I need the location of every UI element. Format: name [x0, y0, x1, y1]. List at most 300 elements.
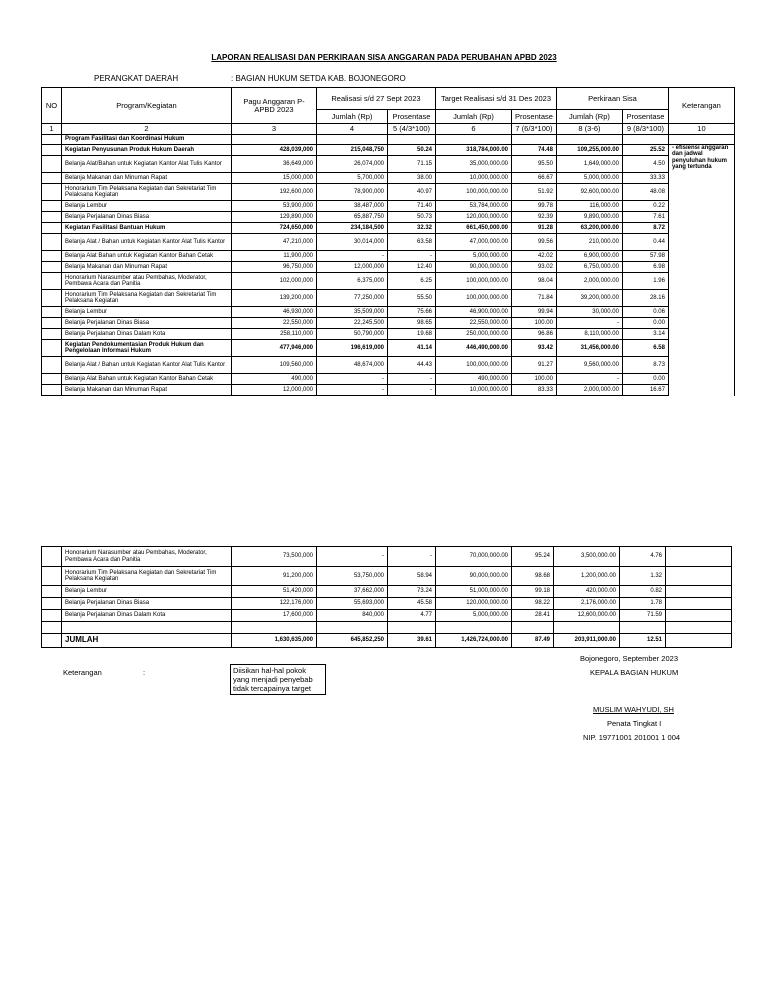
cell-target: 250,000,000.00 [436, 329, 512, 340]
cell-blank [554, 622, 620, 634]
cell-blank [232, 622, 317, 634]
cell-prosentase-realisasi: 38.00 [388, 173, 436, 184]
cell-prosentase-perkiraan: 6.58 [622, 340, 668, 357]
cell-prosentase-target: 71.84 [512, 290, 557, 307]
cell-program: Belanja Alat / Bahan untuk Kegiatan Kantor Alat Tulis Kantor [62, 357, 232, 374]
cell-perkiraan: 30,000.00 [556, 307, 622, 318]
table-row [42, 385, 735, 396]
sub-jumlah-perkiraan: Jumlah (Rp) [556, 110, 622, 124]
cell-target: 90,000,000.00 [436, 567, 512, 586]
cell-no [42, 156, 62, 173]
cell-keterangan: - efisiensi anggaran dan jadwal penyuluhan hukum yang tertunda [668, 145, 734, 396]
cell-blank [666, 622, 732, 634]
cell-prosentase-target: 99.94 [512, 307, 557, 318]
cell-no [42, 329, 62, 340]
cell-prosentase-perkiraan: 1.78 [620, 598, 666, 610]
cell-program: Honorarium Narasumber atau Pembahas, Moderator, Pembawa Acara dan Panitia [62, 273, 232, 290]
cell-target [436, 135, 512, 145]
cell-program: Program Fasilitasi dan Koordinasi Hukum [62, 135, 232, 145]
col-pagu-header: Pagu Anggaran P-APBD 2023 [232, 88, 317, 124]
cell-prosentase-realisasi: 12.40 [388, 262, 436, 273]
cell-prosentase-realisasi: 45.58 [388, 598, 436, 610]
cell-perkiraan: 3,500,000.00 [554, 547, 620, 567]
cell-no [42, 173, 62, 184]
cell-realisasi: 196,619,000 [317, 340, 388, 357]
col-keterangan-header: Keterangan [668, 88, 734, 124]
total-perkiraan: 203,911,000.00 [554, 634, 620, 648]
cell-no [42, 273, 62, 290]
cell-prosentase-perkiraan: 71.59 [620, 610, 666, 622]
cell-perkiraan: 1,649,000.00 [556, 156, 622, 173]
cell-prosentase-perkiraan: 3.14 [622, 329, 668, 340]
cell-target: 5,000,000.00 [436, 251, 512, 262]
cell-realisasi: 48,674,000 [317, 357, 388, 374]
col-number: 3 [232, 124, 317, 135]
cell-perkiraan: 12,600,000.00 [554, 610, 620, 622]
cell-realisasi [317, 135, 388, 145]
col-number: 7 (6/3*100) [512, 124, 557, 135]
cell-prosentase-realisasi: 71.40 [388, 201, 436, 212]
sub-jumlah-realisasi: Jumlah (Rp) [317, 110, 388, 124]
cell-prosentase-target: 91.27 [512, 357, 557, 374]
cell-realisasi: 30,014,000 [317, 234, 388, 251]
cell-no [42, 290, 62, 307]
cell-no [42, 135, 62, 145]
cell-realisasi: 215,048,750 [317, 145, 388, 156]
sub-prosentase-realisasi: Prosentase [388, 110, 436, 124]
perangkat-label: PERANGKAT DAERAH [94, 74, 179, 83]
cell-keterangan [666, 586, 732, 598]
cell-pagu: 139,200,000 [232, 290, 317, 307]
cell-prosentase-perkiraan: 6.98 [622, 262, 668, 273]
cell-pagu: 129,890,000 [232, 212, 317, 223]
cell-target: 120,000,000.00 [436, 598, 512, 610]
signer-name: MUSLIM WAHYUDI, SH [593, 705, 674, 714]
cell-prosentase-perkiraan: 25.52 [622, 145, 668, 156]
cell-program: Belanja Lembur [62, 586, 232, 598]
col-number: 8 (3-6) [556, 124, 622, 135]
cell-prosentase-target: 95.50 [512, 156, 557, 173]
cell-prosentase-perkiraan: 4.50 [622, 156, 668, 173]
cell-no [42, 223, 62, 234]
cell-no [42, 145, 62, 156]
cell-target: 46,900,000.00 [436, 307, 512, 318]
cell-prosentase-perkiraan: 7.61 [622, 212, 668, 223]
cell-prosentase-target: 83.33 [512, 385, 557, 396]
blank-row [42, 622, 732, 634]
cell-pagu: 91,200,000 [232, 567, 317, 586]
cell-realisasi: 840,000 [317, 610, 388, 622]
cell-program: Belanja Makanan dan Minuman Rapat [62, 385, 232, 396]
cell-perkiraan: 116,000.00 [556, 201, 622, 212]
cell-no [42, 634, 62, 648]
cell-prosentase-realisasi [388, 135, 436, 145]
cell-program: Belanja Lembur [62, 201, 232, 212]
col-number: 9 (8/3*100) [622, 124, 668, 135]
cell-program: Belanja Perjalanan Dinas Dalam Kota [62, 329, 232, 340]
cell-program: Belanja Lembur [62, 307, 232, 318]
cell-program: Belanja Perjalanan Dinas Biasa [62, 318, 232, 329]
cell-perkiraan: 6,900,000.00 [556, 251, 622, 262]
cell-prosentase-target: 99.56 [512, 234, 557, 251]
cell-realisasi: 50,790,000 [317, 329, 388, 340]
signer-nip: NIP. 19771001 201001 1 004 [583, 733, 681, 742]
total-prosentase-perkiraan: 12.51 [620, 634, 666, 648]
cell-no [42, 547, 62, 567]
cell-keterangan [666, 634, 732, 648]
table-row [42, 234, 735, 251]
cell-perkiraan: 109,255,000.00 [556, 145, 622, 156]
table-row [42, 135, 735, 145]
cell-prosentase-perkiraan: 0.82 [620, 586, 666, 598]
cell-program: Belanja Makanan dan Minuman Rapat [62, 262, 232, 273]
cell-realisasi: 234,184,500 [317, 223, 388, 234]
cell-pagu: 96,750,000 [232, 262, 317, 273]
cell-realisasi: 53,750,000 [317, 567, 388, 586]
cell-no [42, 610, 62, 622]
cell-program: Belanja Perjalanan Dinas Biasa [62, 598, 232, 610]
cell-pagu: 51,420,000 [232, 586, 317, 598]
cell-prosentase-realisasi: 55.50 [388, 290, 436, 307]
cell-blank [42, 622, 62, 634]
cell-no [42, 262, 62, 273]
cell-pagu [232, 135, 317, 145]
cell-realisasi: 22,245,500 [317, 318, 388, 329]
cell-target: 10,000,000.00 [436, 173, 512, 184]
cell-blank [62, 622, 232, 634]
cell-blank [512, 622, 554, 634]
cell-program: Belanja Makanan dan Minuman Rapat [62, 173, 232, 184]
cell-prosentase-perkiraan: 33.33 [622, 173, 668, 184]
cell-realisasi: - [317, 547, 388, 567]
col-program-header: Program/Kegiatan [62, 88, 232, 124]
cell-pagu: 47,210,000 [232, 234, 317, 251]
cell-program: Kegiatan Fasilitasi Bantuan Hukum [62, 223, 232, 234]
table-row [42, 340, 735, 357]
cell-realisasi: 5,700,000 [317, 173, 388, 184]
cell-pagu: 122,176,000 [232, 598, 317, 610]
col-number: 5 (4/3*100) [388, 124, 436, 135]
report-table-top [41, 87, 735, 396]
cell-realisasi: 55,693,000 [317, 598, 388, 610]
cell-prosentase-realisasi: 98.65 [388, 318, 436, 329]
cell-prosentase-perkiraan: 0.00 [622, 374, 668, 385]
cell-prosentase-target: 66.67 [512, 173, 557, 184]
cell-prosentase-perkiraan: 0.22 [622, 201, 668, 212]
cell-realisasi: - [317, 374, 388, 385]
total-row [42, 634, 732, 648]
cell-no [42, 357, 62, 374]
position-title: KEPALA BAGIAN HUKUM [590, 668, 679, 677]
cell-target: 100,000,000.00 [436, 273, 512, 290]
cell-pagu: 477,946,000 [232, 340, 317, 357]
total-prosentase-target: 87.49 [512, 634, 554, 648]
cell-prosentase-realisasi: 6.25 [388, 273, 436, 290]
cell-prosentase-perkiraan: 28.16 [622, 290, 668, 307]
cell-pagu: 11,900,000 [232, 251, 317, 262]
table-row [42, 318, 735, 329]
table-row [42, 357, 735, 374]
cell-pagu: 36,649,000 [232, 156, 317, 173]
cell-prosentase-target: 51.92 [512, 184, 557, 201]
cell-pagu: 192,600,000 [232, 184, 317, 201]
col-target-header: Target Realisasi s/d 31 Des 2023 [436, 88, 557, 110]
cell-target: 490,000.00 [436, 374, 512, 385]
total-label: JUMLAH [62, 634, 232, 648]
table-row [42, 329, 735, 340]
cell-pagu: 102,000,000 [232, 273, 317, 290]
cell-prosentase-target: 98.04 [512, 273, 557, 290]
table-row [42, 307, 735, 318]
table-row [42, 145, 735, 156]
keterangan-note: Diisikan hal-hal pokok yang menjadi penyebab tidak tercapainya target [230, 664, 326, 695]
cell-program: Belanja Alat Bahan untuk Kegiatan Kantor Bahan Cetak [62, 251, 232, 262]
cell-keterangan [668, 135, 734, 145]
cell-keterangan [666, 567, 732, 586]
cell-prosentase-realisasi: 73.24 [388, 586, 436, 598]
cell-prosentase-target: 100.00 [512, 318, 557, 329]
cell-perkiraan: 2,000,000.00 [556, 385, 622, 396]
cell-perkiraan: 39,200,000.00 [556, 290, 622, 307]
cell-pagu: 490,000 [232, 374, 317, 385]
table-row [42, 251, 735, 262]
cell-realisasi: 6,375,000 [317, 273, 388, 290]
table-row [42, 262, 735, 273]
cell-prosentase-perkiraan [622, 135, 668, 145]
cell-prosentase-perkiraan: 8.72 [622, 223, 668, 234]
col-number: 1 [42, 124, 62, 135]
cell-blank [436, 622, 512, 634]
table-row [42, 374, 735, 385]
cell-pagu: 15,000,000 [232, 173, 317, 184]
cell-blank [620, 622, 666, 634]
cell-prosentase-target: 42.02 [512, 251, 557, 262]
cell-prosentase-target: 93.42 [512, 340, 557, 357]
cell-no [42, 201, 62, 212]
col-number: 6 [436, 124, 512, 135]
col-number: 10 [668, 124, 734, 135]
report-title: LAPORAN REALISASI DAN PERKIRAAN SISA ANGGARAN PADA PERUBAHAN APBD 2023 [211, 53, 557, 62]
cell-target: 51,000,000.00 [436, 586, 512, 598]
table-row [42, 201, 735, 212]
signer-rank: Penata Tingkat I [607, 719, 662, 728]
cell-perkiraan: - [556, 374, 622, 385]
cell-prosentase-perkiraan: 1.32 [620, 567, 666, 586]
cell-prosentase-realisasi: - [388, 251, 436, 262]
cell-prosentase-realisasi: 75.66 [388, 307, 436, 318]
cell-prosentase-perkiraan: 4.76 [620, 547, 666, 567]
cell-prosentase-target: 99.18 [512, 586, 554, 598]
cell-target: 10,000,000.00 [436, 385, 512, 396]
total-pagu: 1,630,635,000 [232, 634, 317, 648]
cell-perkiraan: 2,176,000.00 [554, 598, 620, 610]
sub-jumlah-target: Jumlah (Rp) [436, 110, 512, 124]
cell-program: Kegiatan Pendokumentasian Produk Hukum dan Pengelolaan Informasi Hukum [62, 340, 232, 357]
cell-target: 661,450,000.00 [436, 223, 512, 234]
table-row [42, 610, 732, 622]
cell-prosentase-target: 98.68 [512, 567, 554, 586]
cell-realisasi: 37,662,000 [317, 586, 388, 598]
cell-perkiraan: - [556, 318, 622, 329]
cell-realisasi: - [317, 251, 388, 262]
cell-blank [388, 622, 436, 634]
cell-target: 120,000,000.00 [436, 212, 512, 223]
cell-perkiraan: 9,890,000.00 [556, 212, 622, 223]
cell-no [42, 374, 62, 385]
cell-prosentase-perkiraan: 0.00 [622, 318, 668, 329]
cell-prosentase-realisasi: 32.32 [388, 223, 436, 234]
cell-realisasi: 12,000,000 [317, 262, 388, 273]
cell-pagu: 12,000,000 [232, 385, 317, 396]
table-row [42, 156, 735, 173]
cell-no [42, 385, 62, 396]
col-realisasi-header: Realisasi s/d 27 Sept 2023 [317, 88, 436, 110]
cell-target: 90,000,000.00 [436, 262, 512, 273]
cell-prosentase-realisasi: 40.97 [388, 184, 436, 201]
table-row [42, 212, 735, 223]
cell-perkiraan: 420,000.00 [554, 586, 620, 598]
cell-prosentase-realisasi: 41.14 [388, 340, 436, 357]
cell-prosentase-realisasi: - [388, 547, 436, 567]
cell-target: 53,784,000.00 [436, 201, 512, 212]
cell-perkiraan: 63,200,000.00 [556, 223, 622, 234]
cell-no [42, 251, 62, 262]
cell-program: Belanja Alat Bahan untuk Kegiatan Kantor Bahan Cetak [62, 374, 232, 385]
table-row [42, 598, 732, 610]
cell-target: 22,550,000.00 [436, 318, 512, 329]
cell-pagu: 17,600,000 [232, 610, 317, 622]
table-row [42, 290, 735, 307]
cell-blank [317, 622, 388, 634]
cell-program: Honorarium Tim Pelaksana Kegiatan dan Sekretariat Tim Pelaksana Kegiatan [62, 184, 232, 201]
place-date: Bojonegoro, September 2023 [580, 654, 678, 663]
col-number: 2 [62, 124, 232, 135]
total-target: 1,426,724,000.00 [436, 634, 512, 648]
cell-prosentase-perkiraan: 0.44 [622, 234, 668, 251]
cell-prosentase-perkiraan: 8.73 [622, 357, 668, 374]
cell-no [42, 567, 62, 586]
cell-prosentase-perkiraan: 16.67 [622, 385, 668, 396]
cell-prosentase-perkiraan: 48.08 [622, 184, 668, 201]
cell-pagu: 109,560,000 [232, 357, 317, 374]
cell-prosentase-realisasi: 63.58 [388, 234, 436, 251]
cell-program: Belanja Perjalanan Dinas Biasa [62, 212, 232, 223]
table-row [42, 223, 735, 234]
cell-perkiraan [556, 135, 622, 145]
cell-prosentase-realisasi: - [388, 374, 436, 385]
table-row [42, 184, 735, 201]
cell-no [42, 212, 62, 223]
perangkat-value: : BAGIAN HUKUM SETDA KAB. BOJONEGORO [231, 74, 406, 83]
cell-prosentase-perkiraan: 57.98 [622, 251, 668, 262]
cell-pagu: 258,110,000 [232, 329, 317, 340]
cell-prosentase-target: 100.00 [512, 374, 557, 385]
cell-prosentase-target: 92.39 [512, 212, 557, 223]
cell-target: 100,000,000.00 [436, 357, 512, 374]
cell-prosentase-realisasi: 19.68 [388, 329, 436, 340]
cell-program: Belanja Perjalanan Dinas Dalam Kota [62, 610, 232, 622]
cell-prosentase-realisasi: 58.94 [388, 567, 436, 586]
cell-realisasi: - [317, 385, 388, 396]
cell-pagu: 428,039,000 [232, 145, 317, 156]
cell-prosentase-realisasi: 4.77 [388, 610, 436, 622]
cell-pagu: 53,900,000 [232, 201, 317, 212]
col-perkiraan-header: Perkiraan Sisa [556, 88, 668, 110]
cell-no [42, 307, 62, 318]
cell-realisasi: 35,509,000 [317, 307, 388, 318]
cell-no [42, 184, 62, 201]
cell-prosentase-realisasi: 71.15 [388, 156, 436, 173]
cell-program: Honorarium Tim Pelaksana Kegiatan dan Sekretariat Tim Pelaksana Kegiatan [62, 290, 232, 307]
table-row [42, 273, 735, 290]
cell-prosentase-target: 98.22 [512, 598, 554, 610]
cell-target: 100,000,000.00 [436, 184, 512, 201]
cell-realisasi: 78,900,000 [317, 184, 388, 201]
cell-perkiraan: 1,200,000.00 [554, 567, 620, 586]
cell-target: 5,000,000.00 [436, 610, 512, 622]
cell-perkiraan: 9,560,000.00 [556, 357, 622, 374]
cell-target: 318,784,000.00 [436, 145, 512, 156]
cell-prosentase-realisasi: - [388, 385, 436, 396]
col-number: 4 [317, 124, 388, 135]
cell-prosentase-realisasi: 50.73 [388, 212, 436, 223]
cell-prosentase-realisasi: 50.24 [388, 145, 436, 156]
cell-no [42, 340, 62, 357]
cell-realisasi: 38,487,000 [317, 201, 388, 212]
cell-perkiraan: 6,750,000.00 [556, 262, 622, 273]
cell-pagu: 73,500,000 [232, 547, 317, 567]
keterangan-colon: : [143, 668, 146, 677]
cell-keterangan [666, 610, 732, 622]
table-row [42, 173, 735, 184]
cell-program: Honorarium Tim Pelaksana Kegiatan dan Sekretariat Tim Pelaksana Kegiatan [62, 567, 232, 586]
cell-target: 446,490,000.00 [436, 340, 512, 357]
cell-no [42, 234, 62, 251]
cell-prosentase-target: 96.86 [512, 329, 557, 340]
table-row [42, 547, 732, 567]
cell-no [42, 598, 62, 610]
col-no-header: NO [42, 88, 62, 124]
cell-perkiraan: 31,456,000.00 [556, 340, 622, 357]
cell-prosentase-perkiraan: 0.06 [622, 307, 668, 318]
cell-program: Belanja Alat / Bahan untuk Kegiatan Kantor Alat Tulis Kantor [62, 234, 232, 251]
cell-realisasi: 77,250,000 [317, 290, 388, 307]
cell-pagu: 724,650,000 [232, 223, 317, 234]
cell-keterangan [666, 547, 732, 567]
cell-perkiraan: 210,000.00 [556, 234, 622, 251]
report-table-bottom [41, 546, 732, 648]
cell-perkiraan: 92,600,000.00 [556, 184, 622, 201]
cell-program: Kegiatan Penyusunan Produk Hukum Daerah [62, 145, 232, 156]
cell-target: 35,000,000.00 [436, 156, 512, 173]
cell-no [42, 318, 62, 329]
cell-realisasi: 65,887,750 [317, 212, 388, 223]
cell-program: Belanja Alat/Bahan untuk Kegiatan Kantor Alat Tulis Kantor [62, 156, 232, 173]
cell-prosentase-target: 91.28 [512, 223, 557, 234]
cell-no [42, 586, 62, 598]
total-prosentase-realisasi: 39.61 [388, 634, 436, 648]
sub-prosentase-perkiraan: Prosentase [622, 110, 668, 124]
cell-prosentase-perkiraan: 1.96 [622, 273, 668, 290]
cell-keterangan [666, 598, 732, 610]
cell-prosentase-target: 93.02 [512, 262, 557, 273]
cell-pagu: 22,550,000 [232, 318, 317, 329]
cell-perkiraan: 2,000,000.00 [556, 273, 622, 290]
total-realisasi: 645,852,250 [317, 634, 388, 648]
table-row [42, 586, 732, 598]
keterangan-label: Keterangan [63, 668, 102, 677]
table-row [42, 567, 732, 586]
